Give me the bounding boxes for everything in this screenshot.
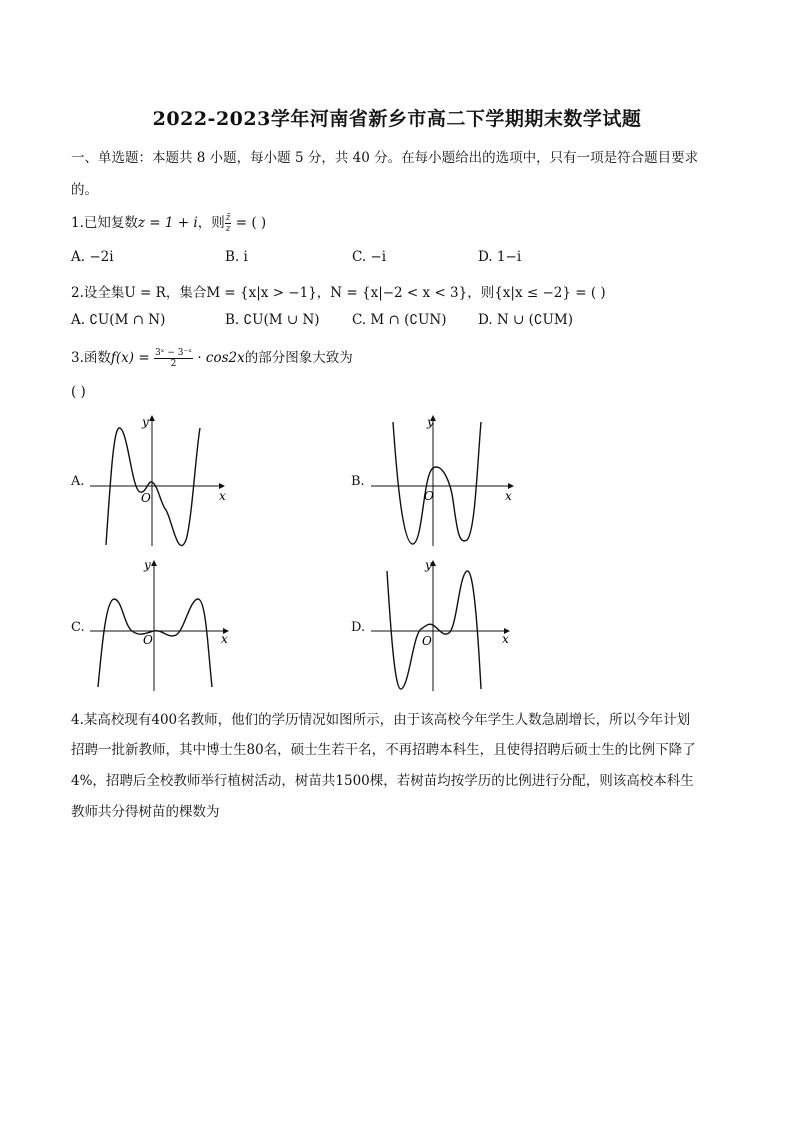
question-1-stem: [71, 211, 266, 234]
q3-expr-left: f(x) =: [110, 350, 154, 366]
q3-fraction: [154, 348, 193, 369]
q1-option-c: C. −i: [352, 249, 387, 265]
graph-b-curve: [393, 422, 481, 544]
graph-d: [367, 555, 517, 695]
graph-a-curve: [106, 428, 200, 546]
graph-c-x-label: x: [221, 632, 228, 646]
graph-b-label: B.: [351, 474, 365, 489]
q2-option-b: B. ∁U(M ∪ N): [225, 312, 320, 328]
q3-suffix: 的部分图象大致为: [244, 350, 353, 366]
q3-frac-den: 2: [170, 359, 177, 369]
graph-b: [367, 410, 517, 550]
graph-a-y-label: y: [142, 415, 149, 429]
q1-suffix: = ( ): [231, 215, 267, 231]
graph-c: [86, 555, 236, 695]
q1-frac-den: z: [225, 224, 231, 234]
q1-expression: z = 1 + i: [137, 215, 198, 231]
q1-option-a: A. −2i: [71, 249, 114, 265]
graph-a: [86, 410, 236, 550]
q3-prefix: 3.函数: [71, 350, 111, 366]
q3-paren: ( ): [71, 384, 86, 400]
graph-a-x-label: x: [219, 489, 226, 503]
question-4-line-3: 4%，招聘后全校教师举行植树活动，树苗共1500棵，若树苗均按学历的比例进行分配，则该高校本科生: [71, 773, 694, 789]
question-2-stem: 2.设全集U = R，集合M = {x|x > −1}，N = {x|−2 < x < 3}，则{x|x ≤ −2} = ( ): [71, 285, 606, 301]
question-4-line-4: 教师共分得树苗的棵数为: [71, 804, 220, 820]
graph-b-origin: O: [424, 489, 434, 503]
q1-frac-num: z̄: [225, 213, 231, 223]
graph-d-origin: O: [422, 634, 432, 648]
question-4-line-1: 4.某高校现有400名教师，他们的学历情况如图所示，由于该高校今年学生人数急剧增长，所以今年计划: [71, 712, 691, 728]
q1-mid: ，则: [197, 215, 225, 231]
q1-prefix: 1.已知复数: [71, 215, 138, 231]
graph-d-label: D.: [351, 620, 366, 635]
graph-a-origin: O: [141, 491, 151, 505]
question-3-stem: [71, 346, 353, 369]
graph-d-x-label: x: [502, 632, 509, 646]
graph-d-y-label: y: [425, 558, 432, 572]
graph-b-y-label: y: [427, 415, 434, 429]
page-title: 2022-2023学年河南省新乡市高二下学期期末数学试题: [152, 108, 642, 130]
graph-c-origin: O: [143, 633, 153, 647]
q3-frac-num: 3ˣ − 3⁻ˣ: [154, 348, 193, 358]
graph-d-curve: [387, 571, 481, 689]
question-4-line-2: 招聘一批新教师，其中博士生80名，硕士生若干名，不再招聘本科生，且使得招聘后硕士生的比例下降了: [71, 742, 696, 758]
q2-option-c: C. M ∩ (∁UN): [352, 312, 447, 328]
q2-option-d: D. N ∪ (∁UM): [478, 312, 573, 328]
graph-c-curve: [98, 599, 212, 687]
q2-option-a: A. ∁U(M ∩ N): [71, 312, 166, 328]
graph-c-label: C.: [71, 620, 85, 635]
q1-option-d: D. 1−i: [478, 249, 522, 265]
graph-a-label: A.: [71, 474, 85, 489]
graph-b-x-label: x: [505, 489, 512, 503]
q1-option-b: B. i: [225, 249, 248, 265]
section-instructions: 一、单选题：本题共 8 小题，每小题 5 分，共 40 分。在每小题给出的选项中，只有一项是符合题目要求: [71, 150, 699, 166]
graph-c-y-label: y: [144, 558, 151, 572]
section-instructions-cont: 的。: [71, 182, 98, 198]
q3-expr-right: · cos2x: [193, 350, 245, 366]
